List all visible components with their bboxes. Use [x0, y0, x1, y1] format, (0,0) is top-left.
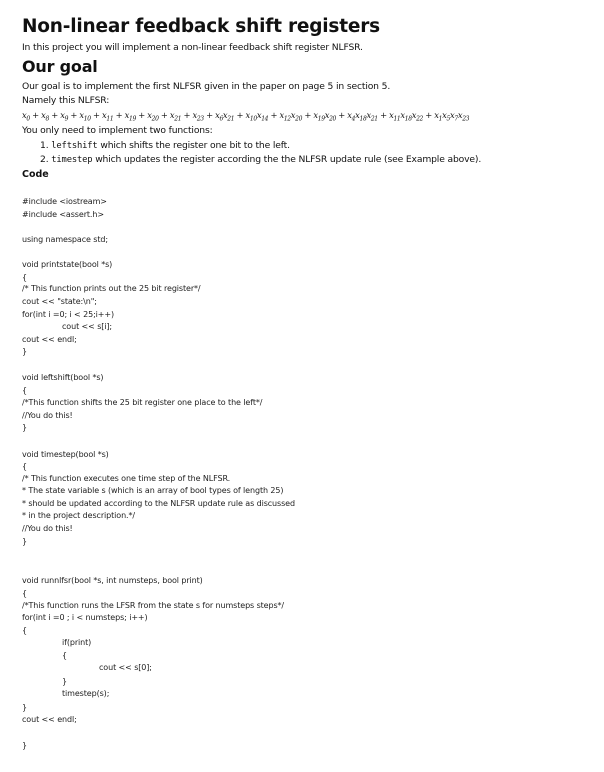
- page-title: Non-linear feedback shift registers: [22, 16, 380, 37]
- code-line: }: [62, 677, 67, 686]
- formula-term: $x_{10}x_{14}$: [245, 110, 269, 123]
- formula-term: $x_{19}x_{20}$: [313, 110, 336, 123]
- code-heading: Code: [22, 169, 49, 180]
- code-line: /*This function runs the LFSR from the state s for numsteps steps*/: [22, 601, 285, 610]
- code-line: /*This function shifts the 25 bit register one place to the left*/: [22, 398, 263, 407]
- function-list-item-2: [40, 154, 481, 165]
- code-line: {: [62, 651, 67, 660]
- formula-term: $x_8$: [41, 110, 49, 123]
- function-name-code: timestep: [51, 155, 93, 165]
- code-line: void leftshift(bool *s): [22, 373, 104, 382]
- code-line: {: [22, 589, 27, 598]
- code-line: if(print): [62, 638, 92, 647]
- formula-term: $x_9$: [60, 110, 69, 123]
- code-line: cout << "state:\n";: [22, 297, 97, 306]
- function-list-item-1: [40, 140, 290, 151]
- code-line: }: [22, 423, 27, 432]
- code-line: cout << endl;: [22, 335, 77, 344]
- code-line: * in the project description.*/: [22, 511, 135, 520]
- formula-term: $x_{11}x_{18}x_{22}$: [389, 110, 423, 123]
- formula-term: $x_{20}$: [147, 110, 159, 123]
- code-line: for(int i =0; i < 25;i++): [22, 310, 115, 319]
- code-line: * The state variable s (which is an array of bool types of length 25): [22, 486, 284, 495]
- code-line: void printstate(bool *s): [22, 260, 113, 269]
- code-line: timestep(s);: [62, 689, 110, 698]
- code-line: cout << endl;: [22, 715, 77, 724]
- code-line: for(int i =0 ; i < numsteps; i++): [22, 613, 148, 622]
- formula-term: $x_{11}$: [102, 110, 114, 123]
- code-line: //You do this!: [22, 411, 73, 420]
- formula-term: $x_{12}x_{20}$: [279, 110, 303, 123]
- formula-term: $x_6x_{21}$: [215, 110, 235, 123]
- list-item-text: which updates the register according the the NLFSR update rule (see Example above).: [92, 154, 482, 165]
- intro-paragraph: In this project you will implement a non-linear feedback shift register NLFSR.: [22, 42, 363, 53]
- formula-term: $x_0$: [22, 110, 30, 123]
- goal-heading: Our goal: [22, 57, 98, 76]
- code-line: void timestep(bool *s): [22, 450, 109, 459]
- code-line: #include <iostream>: [22, 197, 107, 206]
- code-line: #include <assert.h>: [22, 210, 104, 219]
- code-line: {: [22, 386, 27, 395]
- code-line: cout << s[0];: [99, 663, 152, 672]
- code-line: }: [22, 703, 27, 712]
- code-line: //You do this!: [22, 524, 73, 533]
- code-line: /* This function prints out the 25 bit register*/: [22, 284, 201, 293]
- code-line: * should be updated according to the NLFSR update rule as discussed: [22, 499, 295, 508]
- code-line: }: [22, 537, 27, 546]
- goal-text-line-1: Our goal is to implement the first NLFSR given in the paper on page 5 in section 5.: [22, 81, 391, 92]
- nlfsr-formula: [22, 110, 469, 123]
- code-line: {: [22, 626, 27, 635]
- code-line: void runnlfsr(bool *s, int numsteps, bool print): [22, 576, 203, 585]
- formula-term: $x_{10}$: [79, 110, 91, 123]
- list-number: 1.: [40, 140, 49, 151]
- code-line: }: [22, 741, 27, 750]
- formula-term: $x_{23}$: [192, 110, 204, 123]
- list-number: 2.: [40, 154, 49, 165]
- formula-term: $x_{21}$: [169, 110, 182, 123]
- formula-term: $x_{19}$: [124, 110, 136, 123]
- code-line: cout << s[i];: [62, 322, 113, 331]
- code-line: {: [22, 462, 27, 471]
- function-name-code: leftshift: [51, 141, 98, 151]
- code-line: }: [22, 347, 27, 356]
- code-line: using namespace std;: [22, 235, 108, 244]
- goal-text-line-3: You only need to implement two functions:: [22, 125, 213, 136]
- formula-rendered: $x_0 + x_8 + x_9 + x_{10} + x_{11} + x_{19} + x_{20} + x_{21} + x_{23} + x_6x_{21} + x_{10}x_{14} + x_{12}x_{20} + x_{19}x_{20} + x_4x_{18}x_{21} + x_{11}x_{18}x_{22} + x_1x_5x_7x_{23}$: [22, 110, 470, 123]
- formula-term: $x_1x_5x_7x_{23}$: [434, 110, 470, 123]
- formula-term: $x_4x_{18}x_{21}$: [347, 110, 378, 123]
- code-line: {: [22, 273, 27, 282]
- goal-text-line-2: Namely this NLFSR:: [22, 95, 110, 106]
- code-line: /* This function executes one time step of the NLFSR.: [22, 474, 231, 483]
- list-item-text: which shifts the register one bit to the left.: [97, 140, 290, 151]
